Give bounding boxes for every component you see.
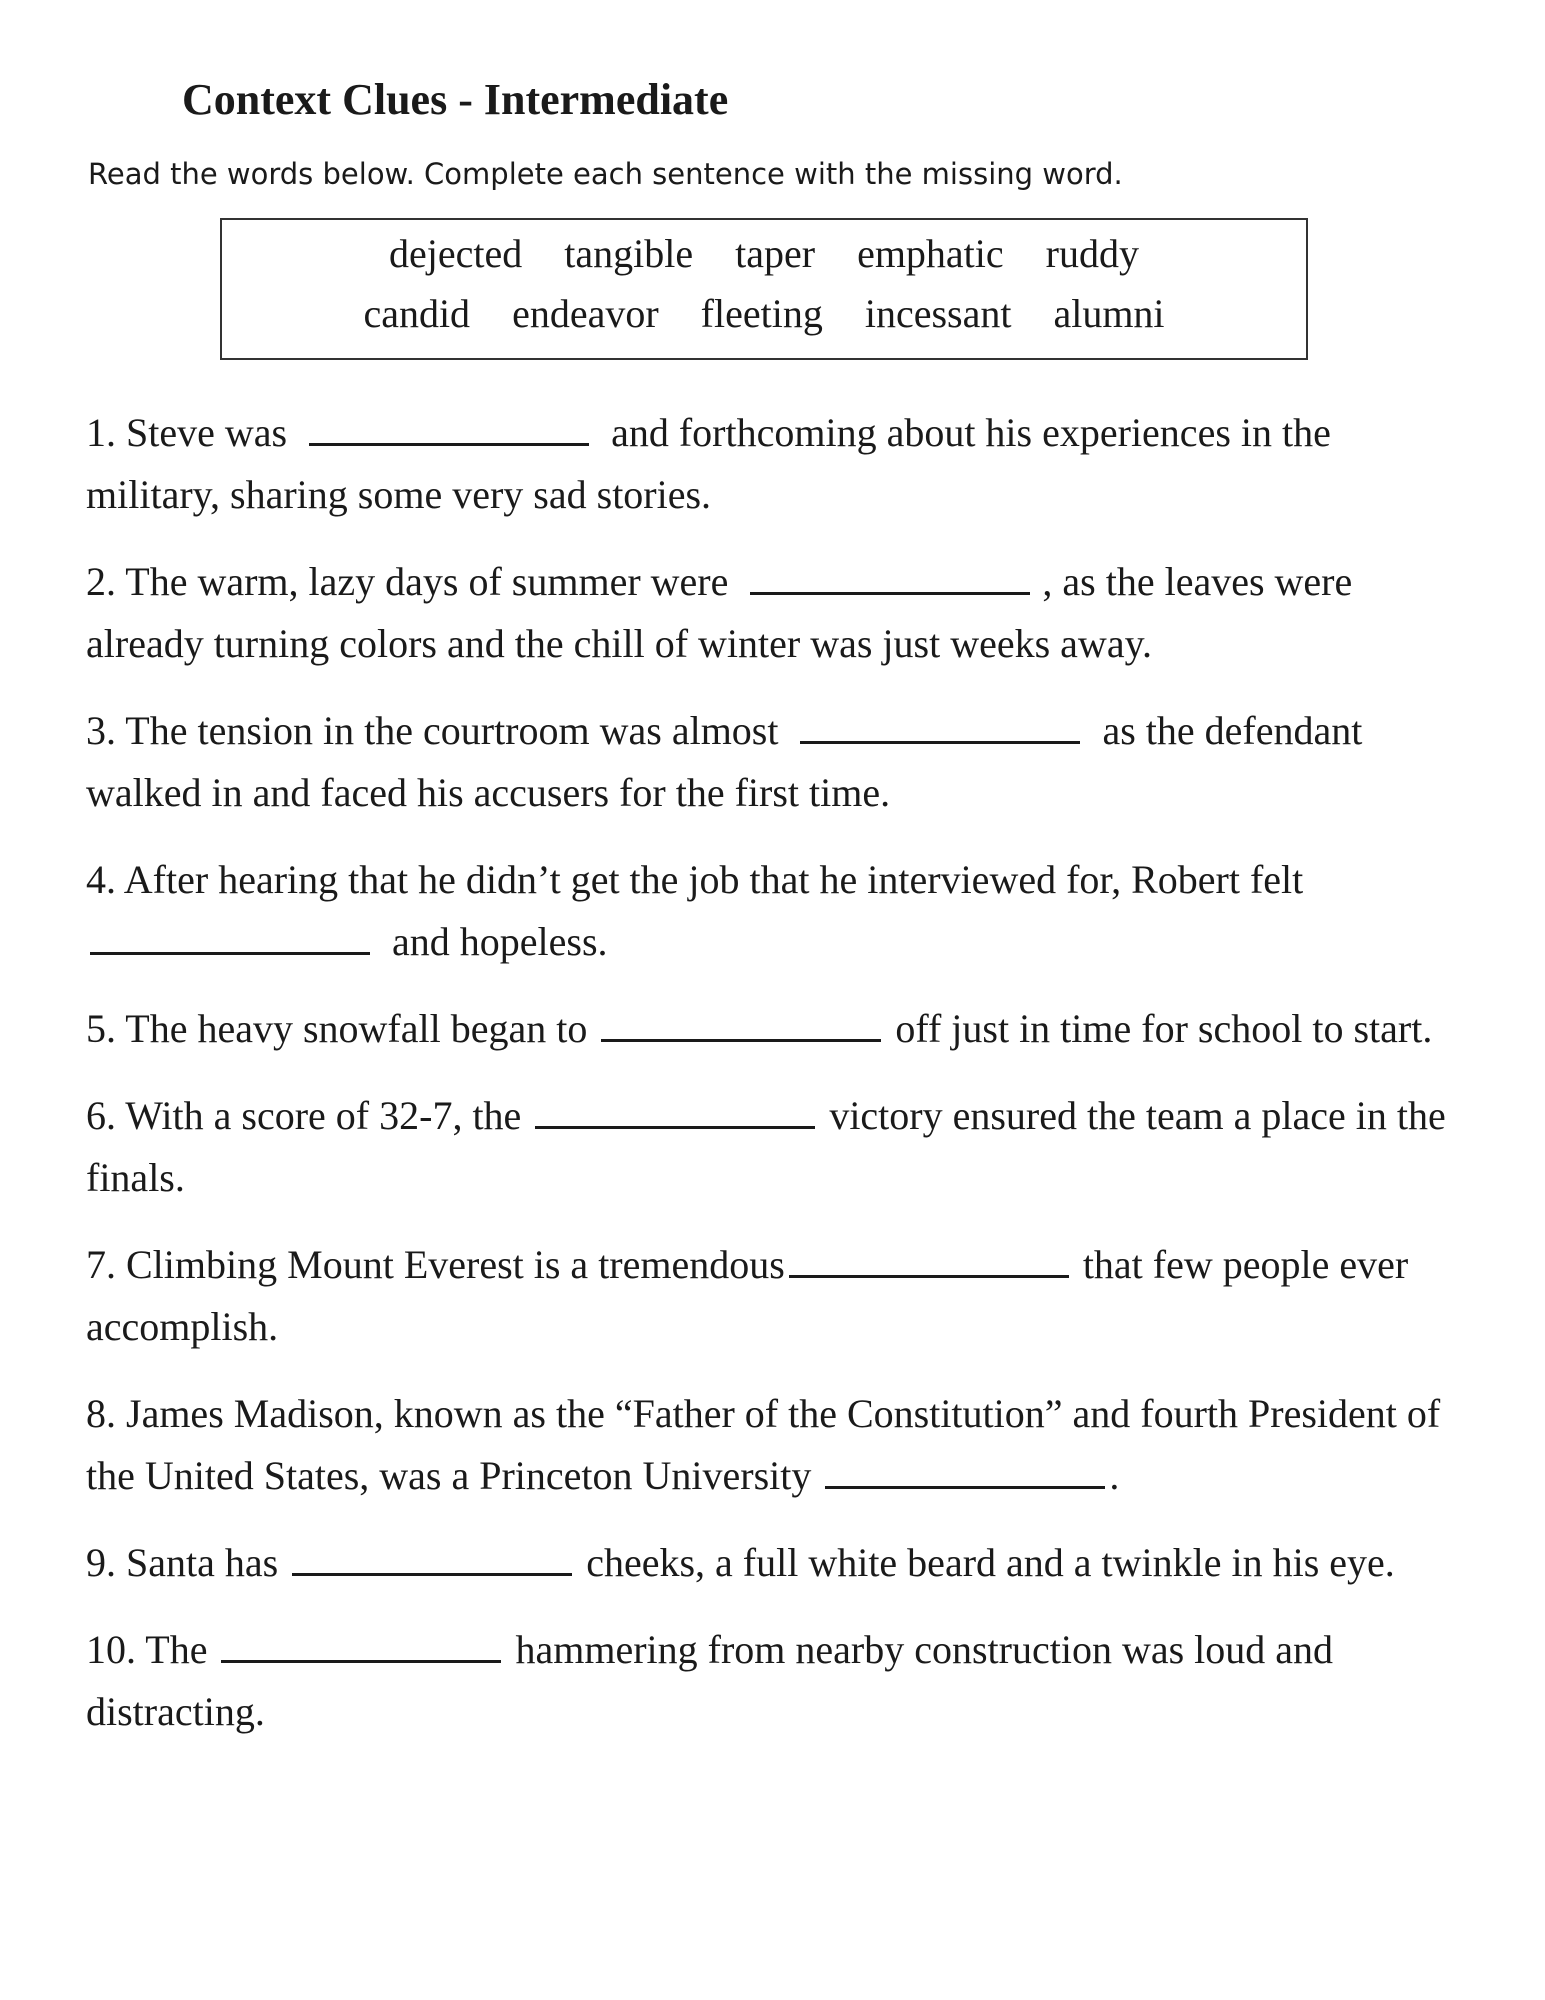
answer-blank[interactable] <box>309 407 589 446</box>
question-9 <box>86 1532 1466 1594</box>
word-bank-word: emphatic <box>857 231 1004 276</box>
question-text-before: 4. After hearing that he didn’t get the job that he interviewed for, Robert felt <box>86 857 1304 902</box>
question-6 <box>86 1085 1466 1209</box>
word-bank-word: dejected <box>389 231 523 276</box>
question-text-before: 9. Santa has <box>86 1540 279 1585</box>
question-10 <box>86 1619 1466 1743</box>
answer-blank[interactable] <box>800 705 1080 744</box>
word-bank <box>220 218 1308 360</box>
question-text-before: 2. The warm, lazy days of summer were <box>86 559 729 604</box>
word-bank-row <box>222 288 1306 340</box>
question-text-after: . <box>1109 1453 1120 1498</box>
question-text-before: 1. Steve was <box>86 410 288 455</box>
page-title: Context Clues - Intermediate <box>182 75 729 124</box>
question-text-after: , as the leaves were already turning colors and the chill of winter was just weeks away. <box>86 559 1353 666</box>
word-bank-word: fleeting <box>700 291 823 336</box>
question-text-after: victory ensured the team a place in the finals. <box>86 1093 1446 1200</box>
answer-blank[interactable] <box>789 1239 1069 1278</box>
answer-blank[interactable] <box>292 1537 572 1576</box>
question-text-after: and hopeless. <box>392 919 608 964</box>
question-text-after: and forthcoming about his experiences in the military, sharing some very sad stories. <box>86 410 1331 517</box>
question-text-after: off just in time for school to start. <box>895 1006 1433 1051</box>
answer-blank[interactable] <box>90 916 370 955</box>
word-bank-word: candid <box>363 291 471 336</box>
question-text-before: 8. James Madison, known as the “Father of the Constitution” and fourth President of the United States, was a Princeton University <box>86 1391 1441 1498</box>
instructions: Read the words below. Complete each sentence with the missing word. <box>88 157 1123 191</box>
question-text-before: 6. With a score of 32-7, the <box>86 1093 522 1138</box>
question-text-before: 5. The heavy snowfall began to <box>86 1006 588 1051</box>
question-list <box>86 402 1466 1768</box>
answer-blank[interactable] <box>825 1450 1105 1489</box>
question-3 <box>86 700 1466 824</box>
word-bank-word: endeavor <box>512 291 659 336</box>
answer-blank[interactable] <box>535 1090 815 1129</box>
word-bank-word: ruddy <box>1045 231 1139 276</box>
word-bank-word: alumni <box>1053 291 1165 336</box>
question-text-before: 7. Climbing Mount Everest is a tremendous <box>86 1242 785 1287</box>
question-text-after: hammering from nearby construction was loud and distracting. <box>86 1627 1334 1734</box>
question-text-after: that few people ever accomplish. <box>86 1242 1409 1349</box>
word-bank-word: tangible <box>564 231 694 276</box>
question-text-before: 10. The <box>86 1627 208 1672</box>
question-1 <box>86 402 1466 526</box>
question-7 <box>86 1234 1466 1358</box>
word-bank-word: incessant <box>864 291 1012 336</box>
word-bank-row <box>222 228 1306 280</box>
question-2 <box>86 551 1466 675</box>
answer-blank[interactable] <box>601 1003 881 1042</box>
question-text-after: as the defendant walked in and faced his accusers for the first time. <box>86 708 1363 815</box>
question-text-after: cheeks, a full white beard and a twinkle in his eye. <box>586 1540 1395 1585</box>
answer-blank[interactable] <box>750 556 1030 595</box>
answer-blank[interactable] <box>221 1624 501 1663</box>
word-bank-word: taper <box>735 231 816 276</box>
question-5 <box>86 998 1466 1060</box>
question-text-before: 3. The tension in the courtroom was almost <box>86 708 779 753</box>
question-8 <box>86 1383 1466 1507</box>
question-4 <box>86 849 1466 973</box>
